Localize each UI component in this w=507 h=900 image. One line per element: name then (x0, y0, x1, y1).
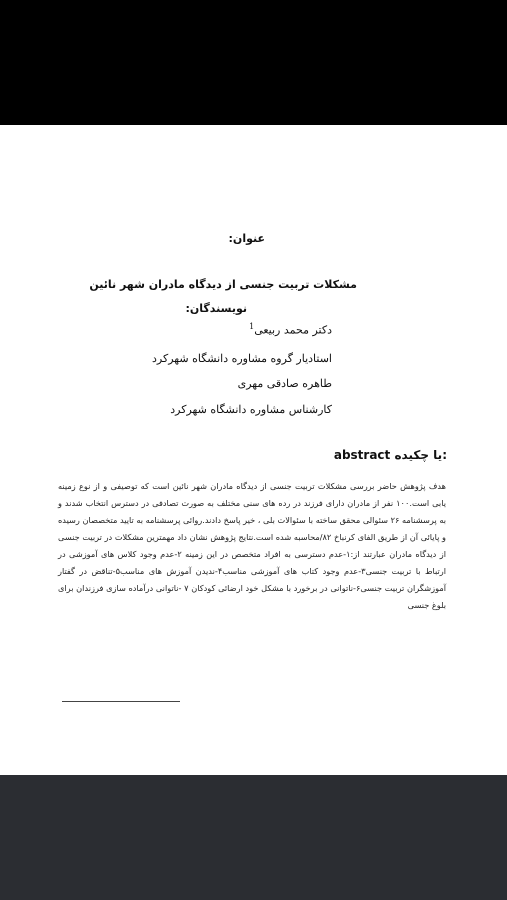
abstract-body: هدف پژوهش حاضر بررسی مشکلات تربیت جنسی از دیدگاه مادران شهر نائین است که توصیفی و از نوع زمینه یابی است.۱۰۰ نفر از مادران دارای فرزند در رده های سنی مختلف به صورت تصادفی در دسترس انتخاب شدند و به پرسشنامه ۲۶ سئوالی محقق ساخته با سئوالات بلی ، خیر پاسخ دادند.روائی پرسشنامه به تایید متخصصان رسیده و پایائی آن از طریق الفای کرنباخ ۸۲/محاسبه شده است.نتایج پژوهش نشان داد مهمترین مشکلات در تربیت جنسی از دیدگاه مادران عبارتند از:۱-عدم دسترسی به افراد متخصص در این زمینه ۲-عدم وجود کلاس های آموزشی در ارتباط با تربیت جنسی۳-عدم وجود کتاب های آموزشی مناسب۴-ندیدن آموزش های مناسب۵-تناقض در گفتار آموزشگران تربیت جنسی۶-ناتوانی در برخورد با مشکل خود ارضائی کودکان ۷ -ناتوانی درآماده سازی فرزندان برای بلوغ جنسی (58, 481, 446, 610)
top-black-area (0, 0, 507, 125)
author-1 (249, 322, 332, 337)
bottom-bar (0, 775, 507, 900)
footnote-rule (62, 701, 180, 702)
author-1-name: دکتر محمد ربیعی (254, 323, 332, 337)
footnote-marker: 1 (249, 322, 255, 331)
title-label: عنوان: (228, 232, 265, 245)
author-2: طاهره صادقی مهری (237, 377, 332, 390)
author-1-affiliation: استادیار گروه مشاوره دانشگاه شهرکرد (152, 352, 332, 365)
document-page (0, 125, 507, 775)
abstract-heading: abstract یا چکیده: (333, 448, 447, 462)
author-2-affiliation: کارشناس مشاوره دانشگاه شهرکرد (170, 403, 332, 416)
authors-label: نویسندگان: (185, 302, 247, 315)
paper-title: مشکلات تربیت جنسی از دیدگاه مادران شهر نائین (89, 278, 357, 291)
